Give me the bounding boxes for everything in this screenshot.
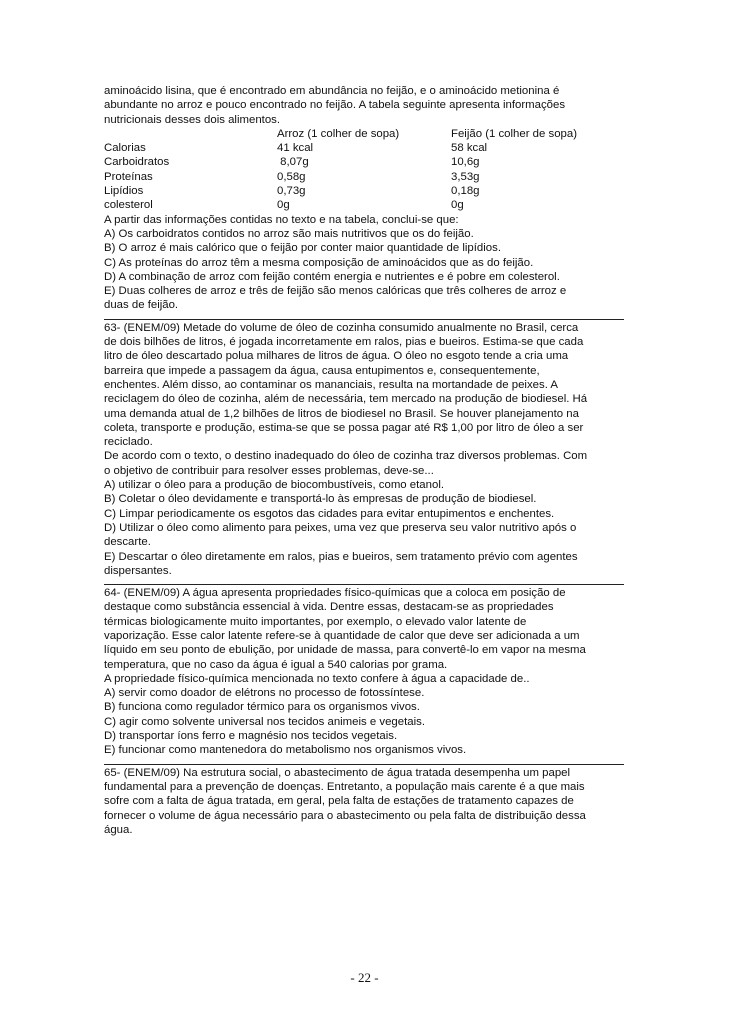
section-divider [104,578,624,585]
text-line: 65- (ENEM/09) Na estrutura social, o abastecimento de água tratada desempenha um papel [104,766,571,779]
table-row [104,198,624,212]
answer-option: C) Limpar periodicamente os esgotos das cidades para evitar entupimentos e enchentes. [104,507,555,520]
question-63-block [104,321,624,578]
document-page [104,84,624,837]
text-line: o objetivo de contribuir para resolver esses problemas, deve-se... [104,464,434,477]
table-row [104,141,624,155]
table-cell: 0,58g [277,170,306,183]
text-line: A propriedade físico-química mencionada no texto confere à água a capacidade de.. [104,672,530,685]
section-divider [104,313,624,320]
question-65-block [104,766,624,837]
answer-option: B) Coletar o óleo devidamente e transportá-lo às empresas de produção de biodiesel. [104,493,537,506]
answer-option: C) As proteínas do arroz têm a mesma composição de aminoácidos que as do feijão. [104,256,534,269]
table-cell: 41 kcal [277,142,314,155]
text-line: aminoácido lisina, que é encontrado em abundância no feijão, e o aminoácido metionina é [104,85,560,97]
answer-option: D) A combinação de arroz com feijão contém energia e nutrientes e é pobre em colesterol. [104,270,560,283]
text-line: água. [104,823,133,836]
answer-option: C) agir como solvente universal nos tecidos animeis e vegetais. [104,715,425,728]
answer-option: A) Os carboidratos contidos no arroz são mais nutritivos que os do feijão. [104,227,474,240]
text-line: reciclado. [104,436,153,449]
answer-option: A) servir como doador de elétrons no processo de fotossíntese. [104,687,425,700]
table-cell: 10,6g [451,156,480,169]
text-line: de dois bilhões de litros, é jogada incorretamente em ralos, pias e bueiros. Estima-se que cada [104,336,584,349]
question-62-block [104,213,624,313]
text-line: líquido em seu ponto de ebulição, por unidade de massa, para convertê-lo em vapor na mesma [104,644,586,657]
text-line: fornecer o volume de água necessário para o abastecimento ou pela falta de distribuição dessa [104,809,586,822]
answer-option: duas de feijão. [104,299,179,312]
table-header: Feijão (1 colher de sopa) [451,127,577,140]
table-cell: Proteínas [104,170,153,183]
answer-option: A) utilizar o óleo para a produção de biocombustíveis, como etanol. [104,479,445,492]
answer-option: D) Utilizar o óleo como alimento para peixes, uma vez que preserva seu valor nutritivo após o [104,521,577,534]
table-header-row [104,127,624,141]
text-line: temperatura, que no caso da água é igual a 540 calorias por grama. [104,658,448,671]
text-line: térmicas biologicamente muito importantes, por exemplo, o elevado valor latente de [104,615,527,628]
table-cell: Carboidratos [104,156,170,169]
text-line: litro de óleo descartado polua milhares de litros de água. O óleo no esgoto tende a cria uma [104,350,569,363]
table-row [104,184,624,198]
table-cell: 3,53g [451,170,480,183]
table-row [104,170,624,184]
text-line: destaque como substância essencial à vida. Dentre essas, destacam-se as propriedades [104,601,554,614]
text-line: 64- (ENEM/09) A água apresenta propriedades físico-químicas que a coloca em posição de [104,587,566,600]
text-line: 63- (ENEM/09) Metade do volume de óleo de cozinha consumido anualmente no Brasil, cerca [104,321,579,334]
question-64-block [104,586,624,758]
table-cell: 0g [277,199,290,212]
answer-option: D) transportar íons ferro e magnésio nos tecidos vegetais. [104,730,398,743]
table-cell: 0,73g [277,185,306,198]
answer-option: E) Duas colheres de arroz e três de feijão são menos calóricas que três colheres de arroz e [104,285,567,298]
answer-option: dispersantes. [104,564,172,577]
text-line: fundamental para a prevenção de doenças. Entretanto, a população mais carente é a que mais [104,780,585,793]
answer-option: B) O arroz é mais calórico que o feijão por conter maior quantidade de lipídios. [104,242,501,255]
intro-paragraph [104,84,624,127]
text-line: vaporização. Esse calor latente refere-se à quantidade de calor que deve ser adicionada a um [104,629,580,642]
table-cell: Calorias [104,142,146,155]
text-line: reciclagem do óleo de cozinha, além de necessária, tem mercado na produção de biodiesel. Há [104,393,588,406]
section-divider [104,758,624,765]
text-line: sofre com a falta de água tratada, em geral, pela falta de estações de tratamento capazes de [104,795,574,808]
table-cell: colesterol [104,199,153,212]
table-header: Arroz (1 colher de sopa) [277,127,400,140]
table-row [104,155,624,169]
answer-option: descarte. [104,536,151,549]
text-line: enchentes. Além disso, ao contaminar os mananciais, resulta na mortandade de peixes. A [104,378,558,391]
nutrition-table [104,127,624,213]
table-header [104,127,277,141]
page-number: - 22 - [350,970,379,985]
text-line: abundante no arroz e pouco encontrado no feijão. A tabela seguinte apresenta informações [104,99,566,112]
answer-option: B) funciona como regulador térmico para os organismos vivos. [104,701,420,714]
text-line: coleta, transporte e produção, estima-se que se possa pagar até R$ 1,00 por litro de óleo a ser [104,421,584,434]
table-cell: 0g [451,199,464,212]
text-line: De acordo com o texto, o destino inadequado do óleo de cozinha traz diversos problemas. Com [104,450,588,463]
table-cell: 58 kcal [451,142,488,155]
table-cell: 0,18g [451,185,480,198]
text-line: barreira que impede a passagem da água, causa entupimentos e, consequentemente, [104,364,540,377]
answer-option: E) funcionar como mantenedora do metabolismo nos organismos vivos. [104,744,467,757]
text-line: uma demanda atual de 1,2 bilhões de litros de biodiesel no Brasil. Se houver planejamento na [104,407,579,420]
answer-option: E) Descartar o óleo diretamente em ralos, pias e bueiros, sem tratamento prévio com agentes [104,550,578,563]
table-cell: 8,07g [277,156,309,169]
question-prompt: A partir das informações contidas no texto e na tabela, conclui-se que: [104,213,459,226]
text-line: nutricionais desses dois alimentos. [104,113,281,126]
table-cell: Lipídios [104,185,144,198]
